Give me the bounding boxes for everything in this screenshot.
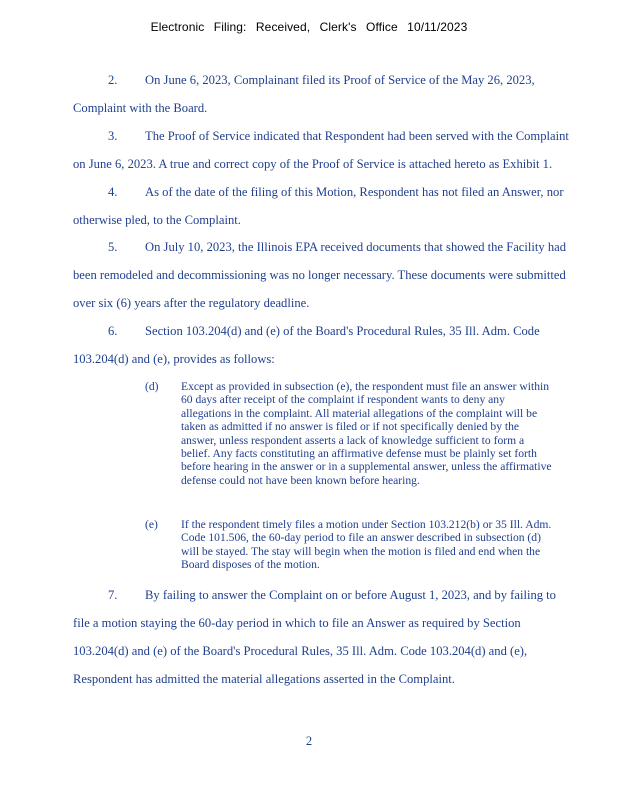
paragraph-5-line-1: 5. On July 10, 2023, the Illinois EPA received documents that showed the Facility had — [108, 240, 567, 254]
quote-subsection-e — [145, 518, 555, 574]
paragraph-3-number: 3. — [108, 129, 118, 143]
paragraph-2-line-2: Complaint with the Board. — [73, 101, 208, 115]
paragraph-6-line-2: 103.204(d) and (e), provides as follows: — [73, 352, 275, 366]
paragraph-6-line-1: 6. Section 103.204(d) and (e) of the Board's Procedural Rules, 35 Ill. Adm. Code — [108, 324, 540, 338]
filing-header: Electronic Filing: Received, Clerk's Office 10/11/2023 — [150, 20, 468, 34]
paragraph-3-line-2: on June 6, 2023. A true and correct copy of the Proof of Service is attached hereto as Exhibit 1. — [73, 157, 553, 171]
quote-subsection-d — [145, 380, 555, 505]
paragraph-7-line-3: 103.204(d) and (e) of the Board's Procedural Rules, 35 Ill. Adm. Code 103.204(d) and (e), — [73, 644, 528, 658]
paragraph-4-line-2: otherwise pled, to the Complaint. — [73, 213, 241, 227]
paragraph-7-line-1: 7. By failing to answer the Complaint on or before August 1, 2023, and by failing to — [108, 588, 556, 602]
paragraph-5-line-3: over six (6) years after the regulatory deadline. — [73, 296, 310, 310]
quote-d-text: Except as provided in subsection (e), the respondent must file an answer within 60 days after receipt of the complaint if respondent wants to deny any allegations in the complaint. All material allegations of the complaint will be taken as admitted if no answer is filed or if not specifically denied by the answer, unless respondent asserts a lack of knowledge sufficient to form a belief. Any facts constituting an affirmative defense must be plainly set forth before hearing in the answer or in a supplemental answer, unless the affirmative defense could not have been known before hearing. — [181, 380, 552, 487]
paragraph-4-line-1: 4. As of the date of the filing of this Motion, Respondent has not filed an Answer, nor — [108, 185, 564, 199]
paragraph-4-number: 4. — [108, 185, 118, 199]
paragraph-7-number: 7. — [108, 588, 118, 602]
paragraph-5-number: 5. — [108, 240, 118, 254]
paragraph-5-line-2: been remodeled and decommissioning was no longer necessary. These documents were submitted — [73, 268, 566, 282]
paragraph-2-number: 2. — [108, 73, 118, 87]
page-number: 2 — [305, 734, 313, 748]
quote-e-text: If the respondent timely files a motion under Section 103.212(b) or 35 Ill. Adm. Code 101.506, the 60-day period to file an answer described in subsection (d) will be stayed. The stay will begin when the motion is filed and end when the Board disposes of the motion. — [181, 518, 552, 572]
paragraph-3-line-1: 3. The Proof of Service indicated that Respondent had been served with the Complaint — [108, 129, 569, 143]
quote-e-label: (e) — [145, 518, 158, 531]
paragraph-7-line-4: Respondent has admitted the material allegations asserted in the Complaint. — [73, 672, 455, 686]
paragraph-2-line-1: 2. On June 6, 2023, Complainant filed its Proof of Service of the May 26, 2023, — [108, 73, 535, 87]
quote-d-label: (d) — [145, 380, 159, 393]
paragraph-7-line-2: file a motion staying the 60-day period in which to file an Answer as required by Section — [73, 616, 521, 630]
paragraph-6-number: 6. — [108, 324, 118, 338]
